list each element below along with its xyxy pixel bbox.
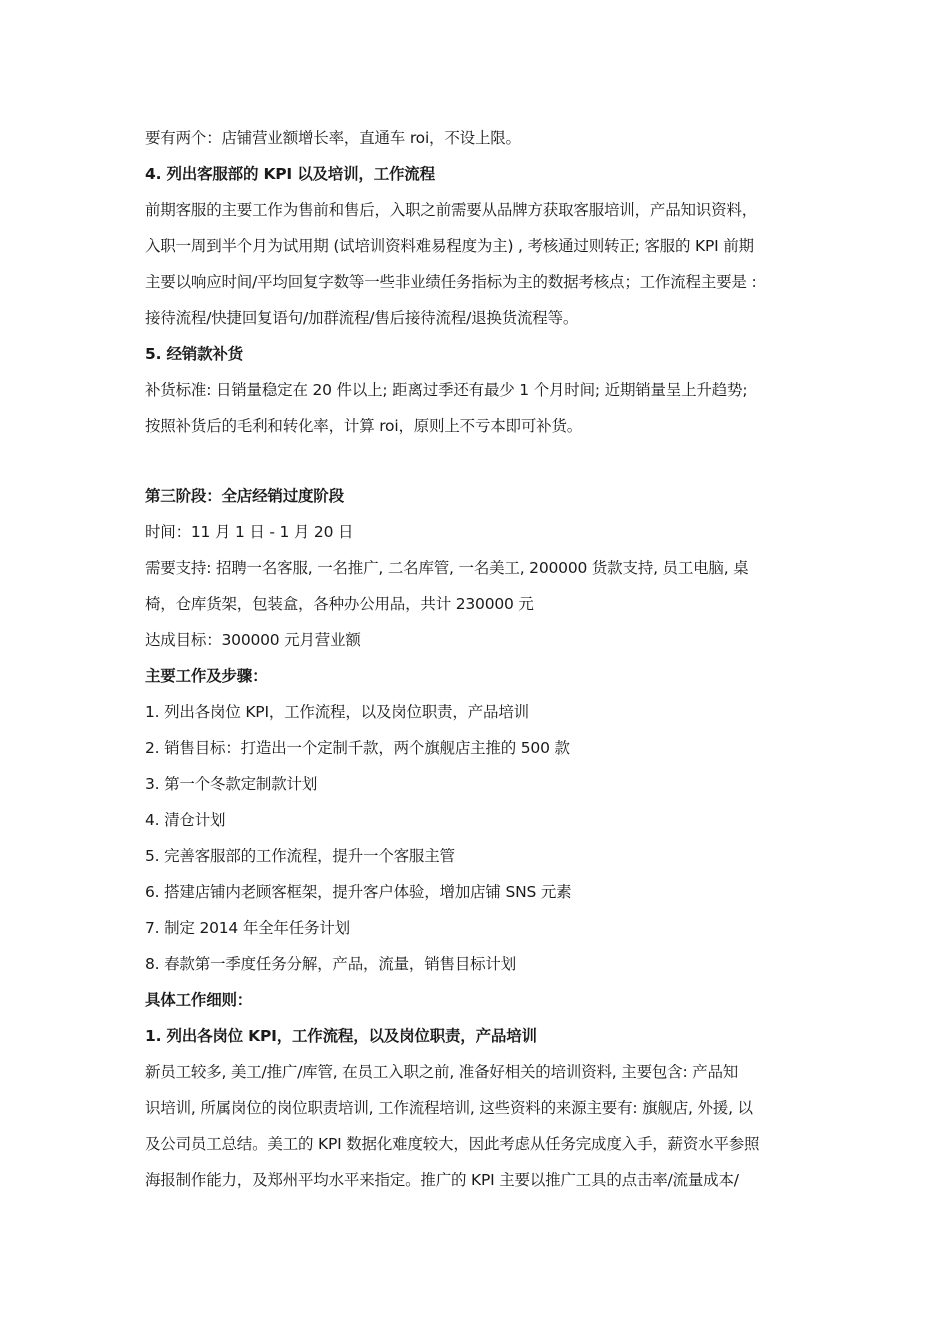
step-item: 2. 销售目标：打造出一个定制千款，两个旗舰店主推的 500 款 <box>145 739 570 757</box>
paragraph-line: 前期客服的主要工作为售前和售后，入职之前需要从品牌方获取客服培训，产品知识资料， <box>145 201 758 219</box>
paragraph-line: 按照补货后的毛利和转化率，计算 roi，原则上不亏本即可补货。 <box>145 417 583 435</box>
paragraph-line: 入职一周到半个月为试用期 (试培训资料难易程度为主) , 考核通过则转正; 客服的 KPI 前期 <box>145 237 754 255</box>
section-heading-restock: 5. 经销款补货 <box>145 345 243 363</box>
step-item: 4. 清仓计划 <box>145 811 226 829</box>
stage-heading: 第三阶段：全店经销过度阶段 <box>145 487 344 505</box>
paragraph-line: 主要以响应时间/平均回复字数等一些非业绩任务指标为主的数据考核点；工作流程主要是 : <box>145 273 757 291</box>
stage-target: 达成目标：300000 元月营业额 <box>145 631 361 649</box>
paragraph-line: 接待流程/快捷回复语句/加群流程/售后接待流程/退换货流程等。 <box>145 309 579 327</box>
paragraph-line: 识培训, 所属岗位的岗位职责培训, 工作流程培训, 这些资料的来源主要有: 旗舰店, 外援, 以 <box>145 1099 753 1117</box>
details-heading: 具体工作细则： <box>145 991 253 1009</box>
document-page <box>145 120 825 1198</box>
paragraph-line: 及公司员工总结。美工的 KPI 数据化难度较大，因此考虑从任务完成度入手，薪资水平参照 <box>145 1135 760 1153</box>
stage-support: 需要支持: 招聘一名客服, 一名推广, 二名库管, 一名美工, 200000 货款支持, 员工电脑, 桌 <box>145 559 749 577</box>
paragraph-line: 要有两个：店铺营业额增长率，直通车 roi，不设上限。 <box>145 129 521 147</box>
blank-gap <box>145 444 825 478</box>
paragraph-line: 新员工较多, 美工/推广/库管, 在员工入职之前, 准备好相关的培训资料, 主要包含: 产品知 <box>145 1063 739 1081</box>
stage-support-cont: 椅，仓库货架，包装盒，各种办公用品，共计 230000 元 <box>145 595 534 613</box>
step-item: 5. 完善客服部的工作流程，提升一个客服主管 <box>145 847 455 865</box>
main-steps-heading: 主要工作及步骤： <box>145 667 268 685</box>
paragraph-line: 海报制作能力，及郑州平均水平来指定。推广的 KPI 主要以推广工具的点击率/流量成本/ <box>145 1171 739 1189</box>
section-heading-cs-kpi: 4. 列出客服部的 KPI 以及培训，工作流程 <box>145 165 435 183</box>
detail-subheading: 1. 列出各岗位 KPI，工作流程，以及岗位职责，产品培训 <box>145 1027 537 1045</box>
step-item: 1. 列出各岗位 KPI，工作流程，以及岗位职责，产品培训 <box>145 703 529 721</box>
stage-time: 时间：11 月 1 日 - 1 月 20 日 <box>145 523 354 541</box>
step-item: 3. 第一个冬款定制款计划 <box>145 775 318 793</box>
step-item: 6. 搭建店铺内老顾客框架，提升客户体验，增加店铺 SNS 元素 <box>145 883 572 901</box>
paragraph-line: 补货标准: 日销量稳定在 20 件以上; 距离过季还有最少 1 个月时间; 近期销量呈上升趋势; <box>145 381 748 399</box>
step-item: 8. 春款第一季度任务分解，产品，流量，销售目标计划 <box>145 955 517 973</box>
step-item: 7. 制定 2014 年全年任务计划 <box>145 919 350 937</box>
